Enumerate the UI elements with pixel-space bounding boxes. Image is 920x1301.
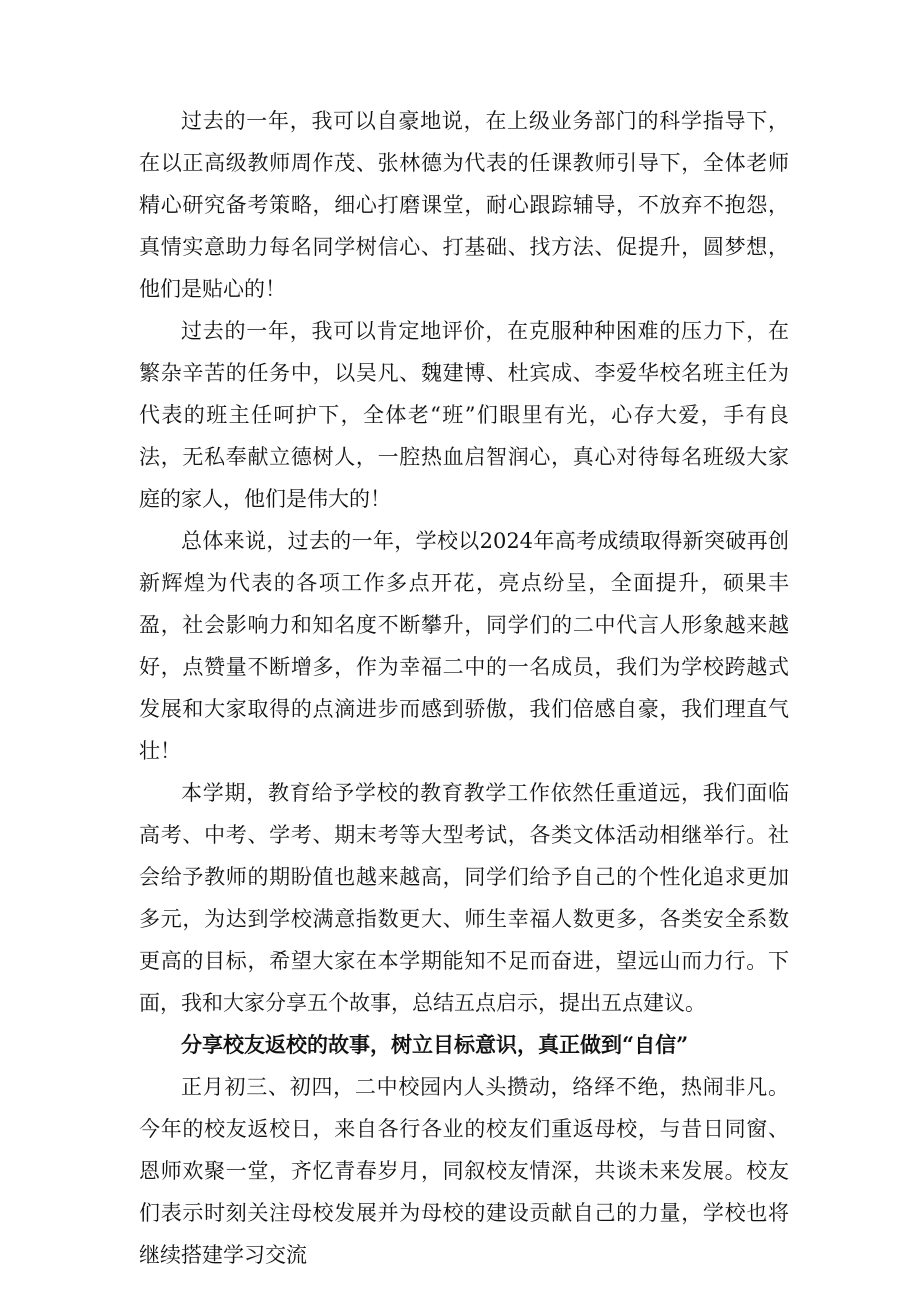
paragraph-teachers: 过去的一年，我可以自豪地说，在上级业务部门的科学指导下，在以正高级教师周作茂、张林德为代表的任课教师引导下，全体老师精心研究备考策略，细心打磨课堂，耐心跟踪辅导，不放弃不抱怨，真情实意助力每名同学树信心、打基础、找方法、促提升，圆梦想，他们是贴心的！ bbox=[139, 109, 789, 301]
paragraph-head-teachers: 过去的一年，我可以肯定地评价，在克服种种困难的压力下，在繁杂辛苦的任务中，以吴凡、魏建博、杜宾成、李爱华校名班主任为代表的班主任呵护下，全体老“班”们眼里有光，心存大爱，手有良法，无私奉献立德树人，一腔热血启智润心，真心对待每名班级大家庭的家人，他们是伟大的！ bbox=[139, 319, 789, 511]
paragraph-alumni: 正月初三、初四，二中校园内人头攒动，络绎不绝，热闹非凡。今年的校友返校日，来自各行各业的校友们重返母校，与昔日同窗、恩师欢聚一堂，齐忆青春岁月，同叙校友情深，共谈未来发展。校友们表示时刻关注母校发展并为母校的建设贡献自己的力量，学校也将继续搭建学习交流 bbox=[139, 1075, 789, 1267]
paragraph-semester: 本学期，教育给予学校的教育教学工作依然任重道远，我们面临高考、中考、学考、期末考等大型考试，各类文体活动相继举行。社会给予教师的期盼值也越来越高，同学们给予自己的个性化追求更加多元，为达到学校满意指数更大、师生幸福人数更多，各类安全系数更高的目标，希望大家在本学期能知不足而奋进，望远山而力行。下面，我和大家分享五个故事，总结五点启示，提出五点建议。 bbox=[139, 781, 789, 1015]
document-page bbox=[139, 100, 789, 1276]
paragraph-summary: 总体来说，过去的一年，学校以2024年高考成绩取得新突破再创新辉煌为代表的各项工作多点开花，亮点纷呈，全面提升，硕果丰盈，社会影响力和知名度不断攀升，同学们的二中代言人形象越来越好，点赞量不断增多，作为幸福二中的一名成员，我们为学校跨越式发展和大家取得的点滴进步而感到骄傲，我们倍感自豪，我们理直气壮！ bbox=[139, 529, 789, 763]
section-heading: 分享校友返校的故事，树立目标意识，真正做到“自信” bbox=[181, 1032, 689, 1057]
